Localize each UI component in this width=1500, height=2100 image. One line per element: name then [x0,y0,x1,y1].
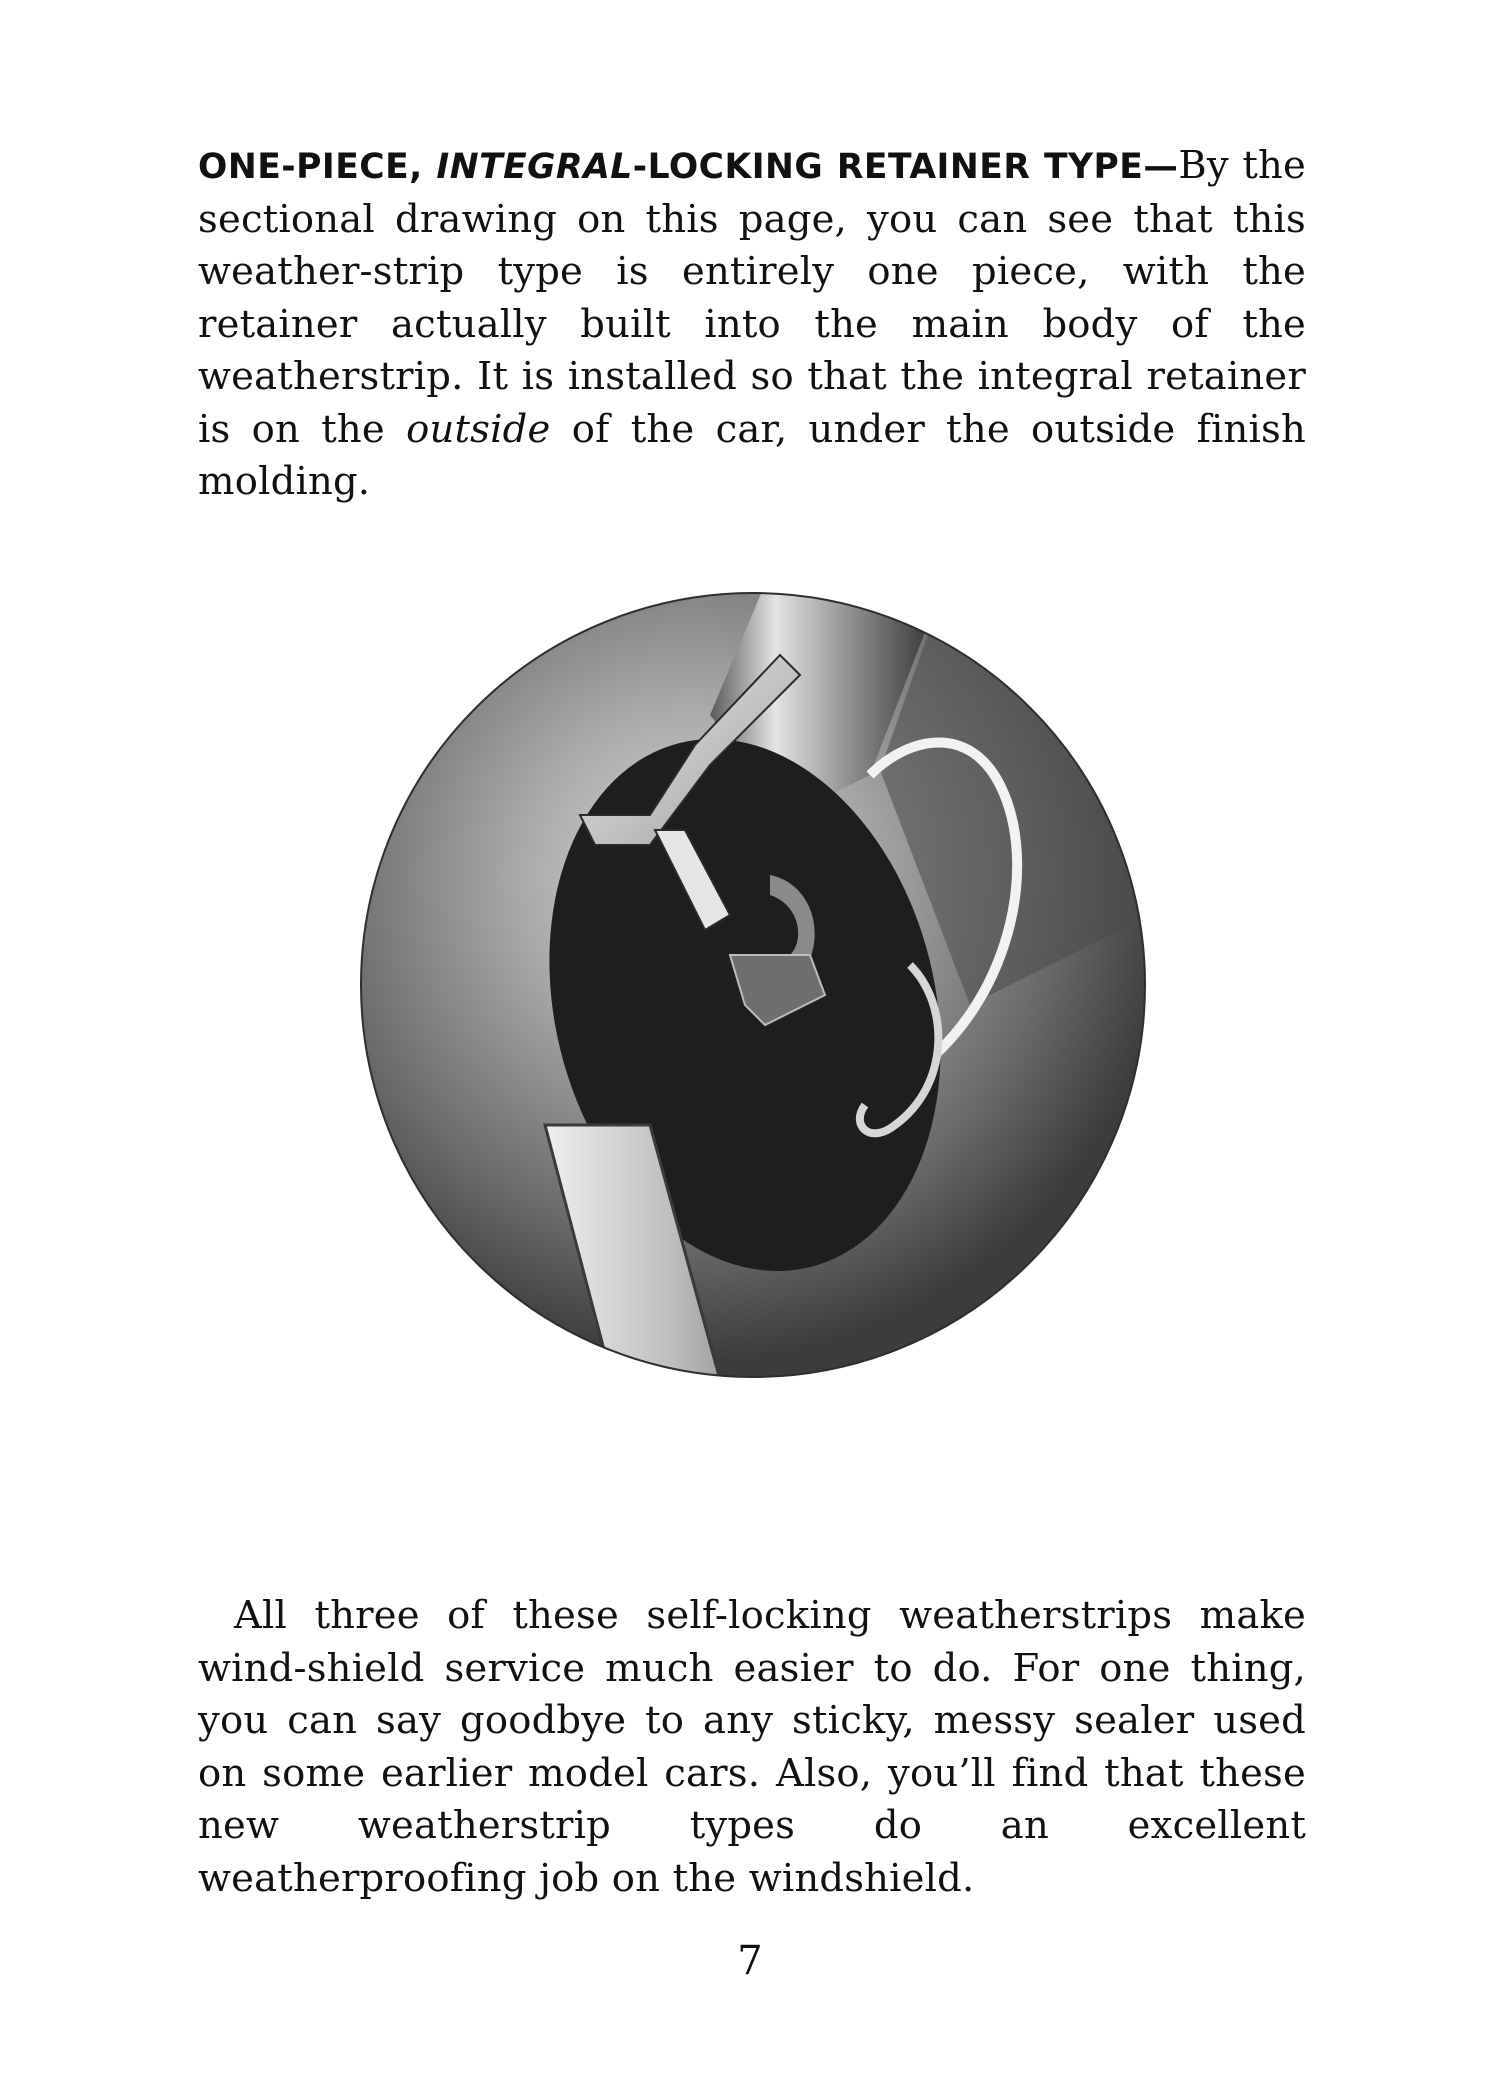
paragraph-retainer-type [198,140,1306,509]
section-heading [198,147,1143,187]
page-number: 7 [737,1938,763,1984]
heading-part-2: -LOCKING RETAINER TYPE [632,147,1144,187]
emphasis-outside: outside [406,406,551,452]
paragraph-2-text: All three of these self-locking weatherstrips make wind-shield service much easier to do. For one thing, you can say goodbye to any sticky, messy sealer used on some earlier model cars. Also, you’ll find that these new weatherstrip types do an excellent weatherproofing job on the windshield. [198,1593,1306,1901]
paragraph-1-text-a: By the sectional drawing on this page, you can see that this weather-strip type is entirely one piece, with the retainer actually built into the main body of the weatherstrip. It is installed so that the integral retainer is on the [198,143,1306,452]
heading-part-1: ONE-PIECE, [198,147,437,187]
heading-dash: — [1143,147,1179,187]
weatherstrip-sectional-drawing [350,485,1157,1505]
paragraph-1-text-b: of the car, under the outside finish molding. [198,406,1306,504]
sectional-drawing-svg [350,485,1157,1505]
paragraph-summary [198,1590,1306,1905]
heading-italic-word: INTEGRAL [436,147,633,187]
